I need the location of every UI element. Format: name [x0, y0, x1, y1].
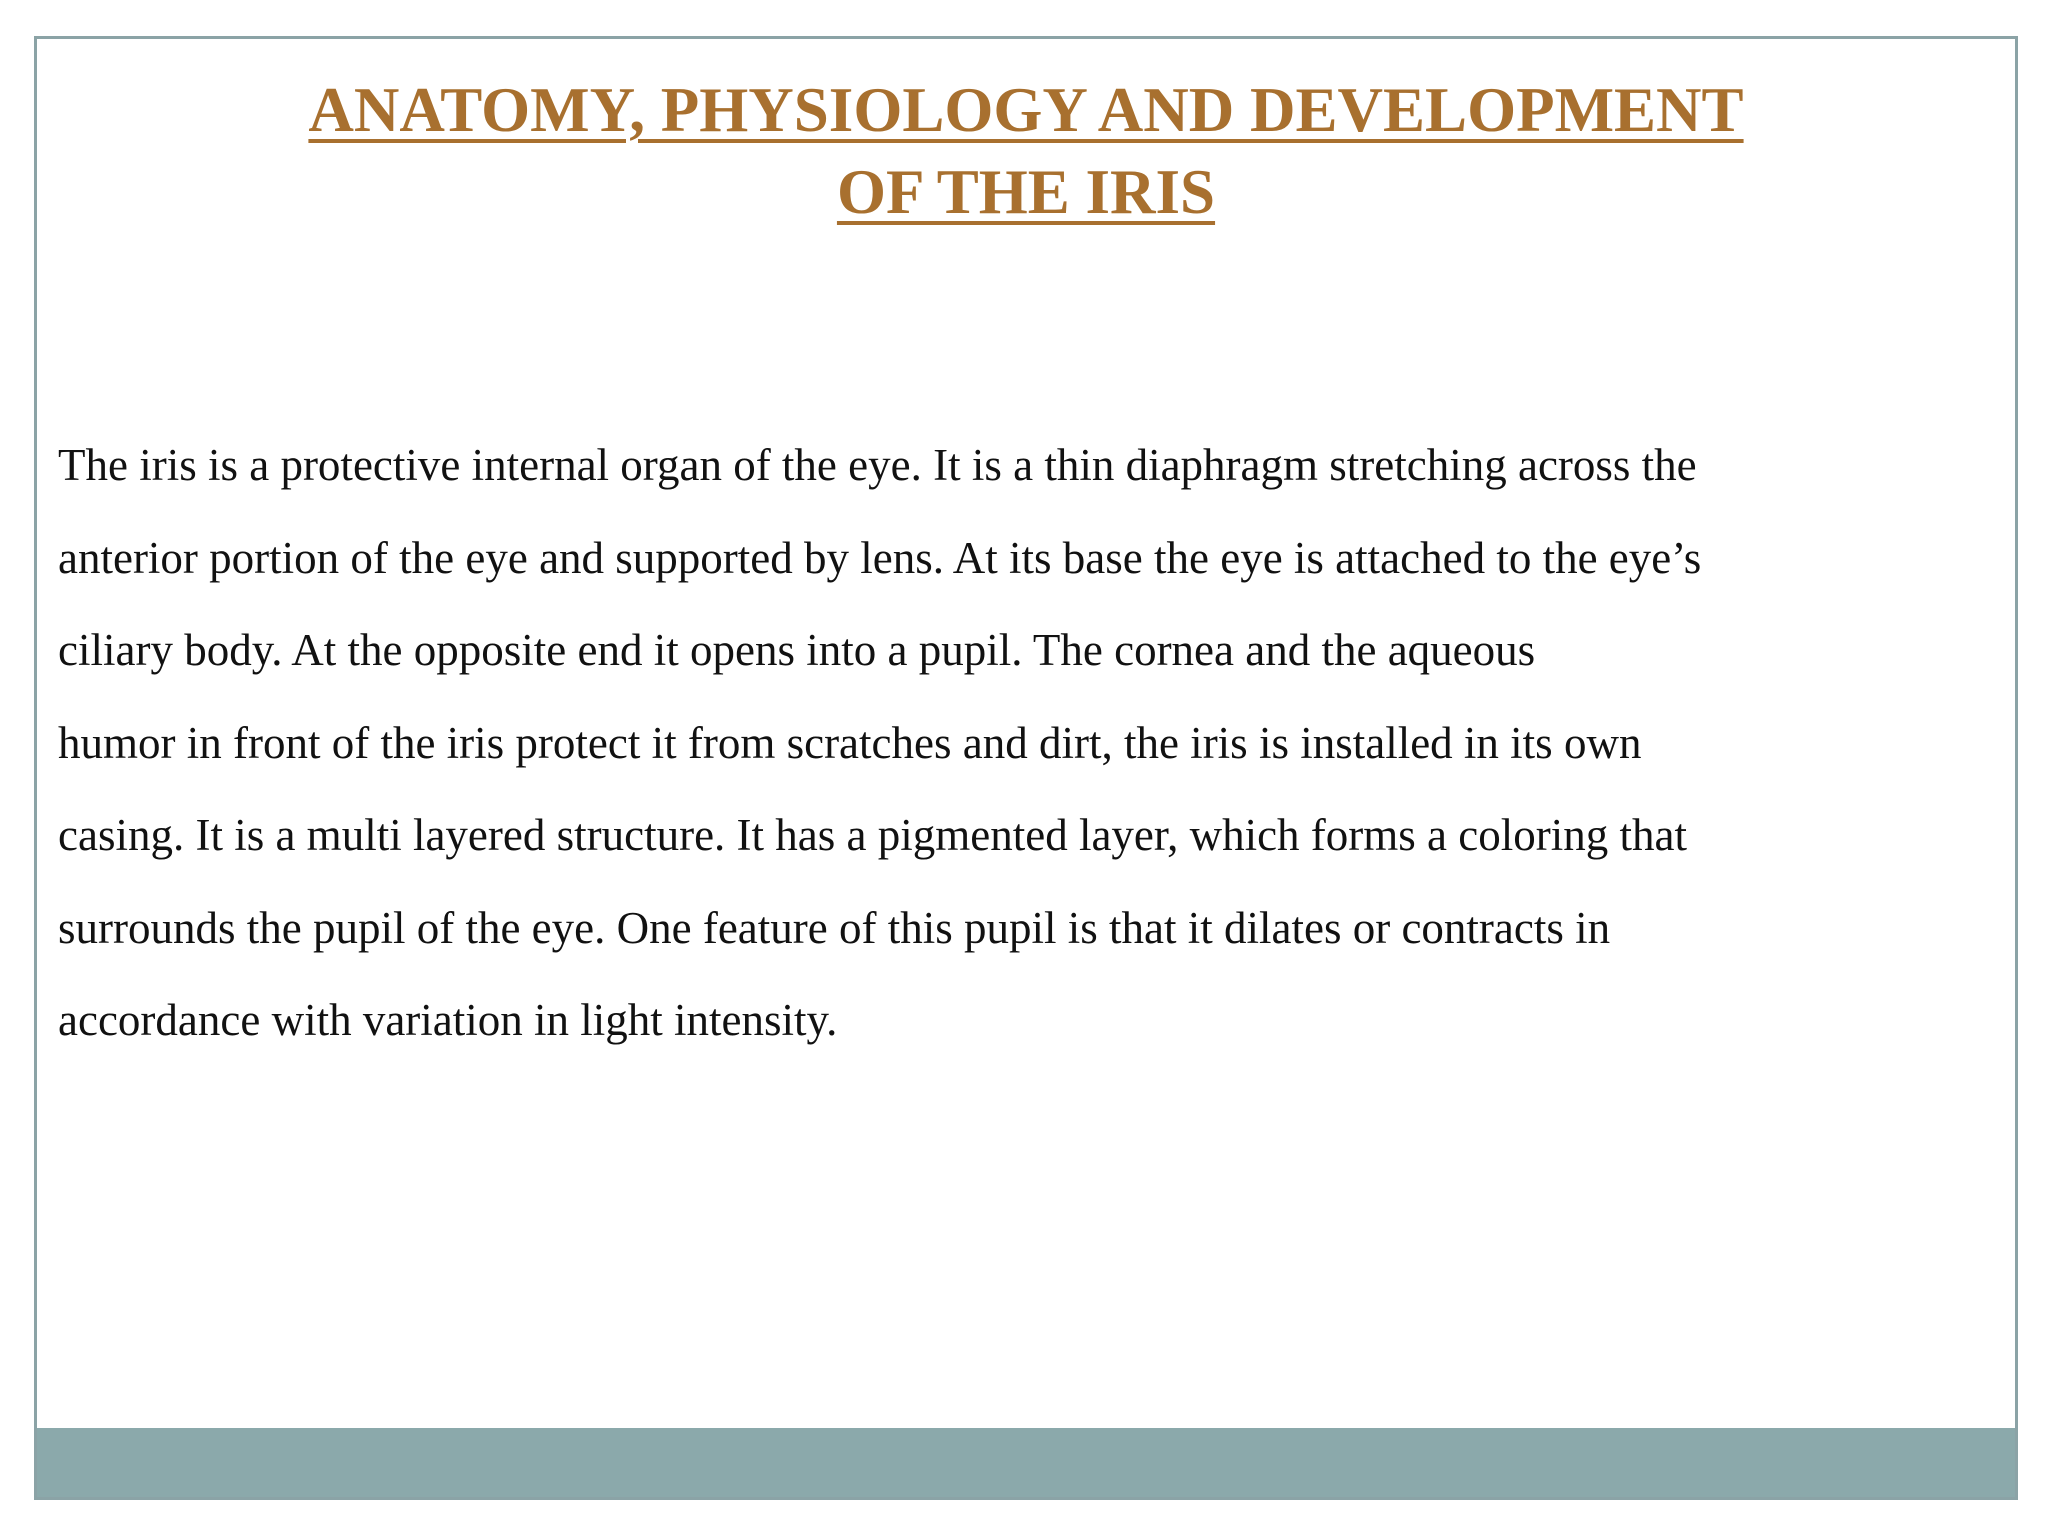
- body-line: ciliary body. At the opposite end it opens into a pupil. The cornea and the aqueous: [58, 625, 1536, 675]
- footer-bar: [37, 1428, 2015, 1497]
- body-line: casing. It is a multi layered structure. It has a pigmented layer, which forms a coloring that: [58, 810, 1687, 860]
- slide-body: [58, 419, 1988, 1067]
- slide-title-line-1: ANATOMY, PHYSIOLOGY AND DEVELOPMENT: [308, 75, 1744, 145]
- body-line: surrounds the pupil of the eye. One feature of this pupil is that it dilates or contracts in: [58, 902, 1611, 953]
- slide: [34, 36, 2018, 1500]
- slide-title-line-2: OF THE IRIS: [836, 157, 1216, 227]
- body-line: accordance with variation in light intensity.: [58, 995, 838, 1045]
- slide-title: [37, 69, 2015, 233]
- body-line: anterior portion of the eye and supported by lens. At its base the eye is attached to the eye’s: [58, 532, 1702, 583]
- body-line: humor in front of the iris protect it from scratches and dirt, the iris is installed in its own: [58, 717, 1642, 768]
- body-line: The iris is a protective internal organ of the eye. It is a thin diaphragm stretching across the: [58, 440, 1697, 490]
